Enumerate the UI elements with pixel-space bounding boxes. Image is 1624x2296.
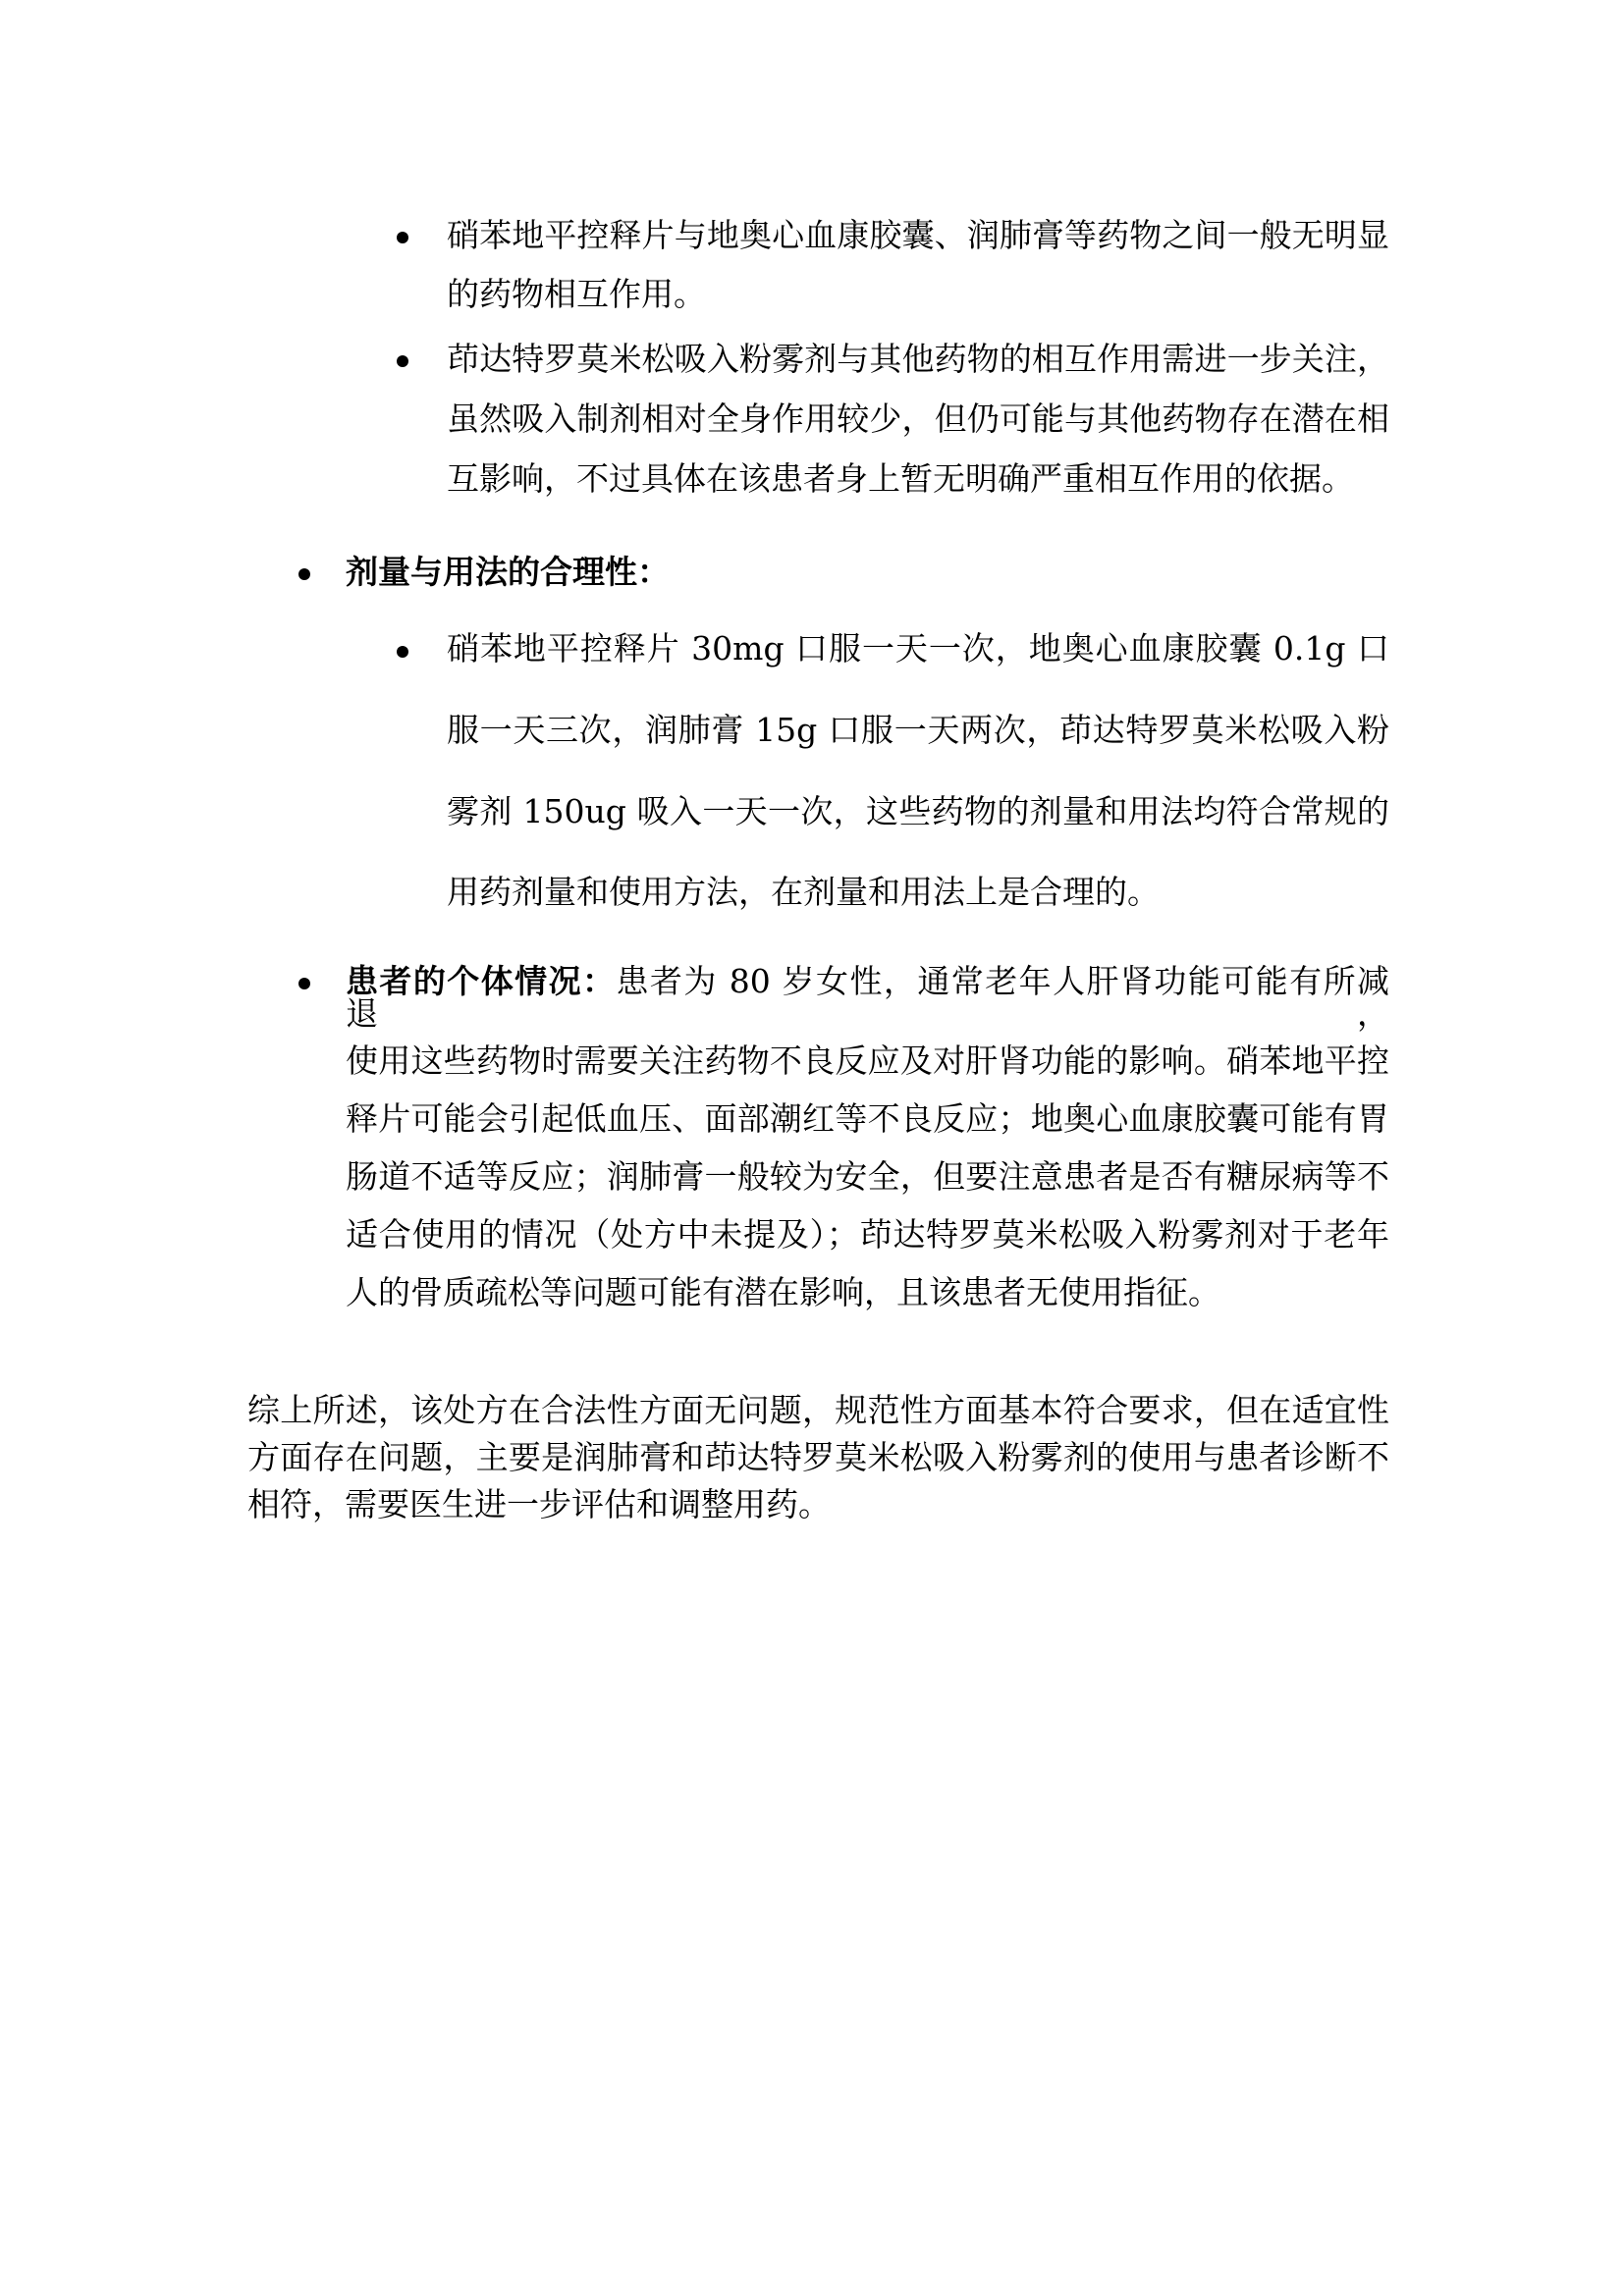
bullet-icon — [298, 568, 310, 580]
patient-line-3: 释片可能会引起低血压、面部潮红等不良反应；地奥心血康胶囊可能有胃 — [346, 1099, 1389, 1138]
interaction-item-2-line-1: 茚达特罗莫米松吸入粉雾剂与其他药物的相互作用需进一步关注， — [447, 340, 1389, 378]
interaction-item-2-line-2: 虽然吸入制剂相对全身作用较少，但仍可能与其他药物存在潜在相 — [447, 400, 1389, 438]
dosage-heading: 剂量与用法的合理性： — [346, 553, 670, 591]
bullet-icon — [397, 232, 408, 243]
conclusion-line-3: 相符，需要医生进一步评估和调整用药。 — [247, 1485, 831, 1523]
dosage-item-line-2: 服一天三次，润肺膏 15g 口服一天两次，茚达特罗莫米松吸入粉 — [447, 711, 1389, 749]
dosage-item-line-3: 雾剂 150ug 吸入一天一次，这些药物的剂量和用法均符合常规的 — [447, 792, 1389, 830]
conclusion-line-1: 综上所述，该处方在合法性方面无问题，规范性方面基本符合要求，但在适宜性 — [247, 1391, 1389, 1429]
patient-first-line — [346, 962, 1389, 1033]
interaction-item-1-line-2: 的药物相互作用。 — [447, 275, 706, 313]
dosage-item-line-1: 硝苯地平控释片 30mg 口服一天一次，地奥心血康胶囊 0.1g 口 — [447, 629, 1389, 667]
bullet-icon — [397, 646, 408, 658]
bullet-icon — [298, 978, 310, 989]
patient-line-2: 使用这些药物时需要关注药物不良反应及对肝肾功能的影响。硝苯地平控 — [346, 1041, 1389, 1080]
patient-heading: 患者的个体情况： — [346, 962, 617, 1000]
interaction-item-1-line-1: 硝苯地平控释片与地奥心血康胶囊、润肺膏等药物之间一般无明显 — [447, 216, 1389, 254]
dosage-item-line-4: 用药剂量和使用方法，在剂量和用法上是合理的。 — [447, 873, 1160, 911]
patient-line-6: 人的骨质疏松等问题可能有潜在影响，且该患者无使用指征。 — [346, 1273, 1220, 1311]
bullet-icon — [397, 355, 408, 367]
interaction-item-2-line-3: 互影响，不过具体在该患者身上暂无明确严重相互作用的依据。 — [447, 459, 1354, 498]
patient-first-line-text: 患者为 80 岁女性，通常老年人肝肾功能可能有所减退， — [346, 962, 1389, 1033]
conclusion-line-2: 方面存在问题，主要是润肺膏和茚达特罗莫米松吸入粉雾剂的使用与患者诊断不 — [247, 1438, 1389, 1476]
patient-line-4: 肠道不适等反应；润肺膏一般较为安全，但要注意患者是否有糖尿病等不 — [346, 1157, 1389, 1196]
patient-line-5: 适合使用的情况（处方中未提及）；茚达特罗莫米松吸入粉雾剂对于老年 — [346, 1215, 1389, 1254]
